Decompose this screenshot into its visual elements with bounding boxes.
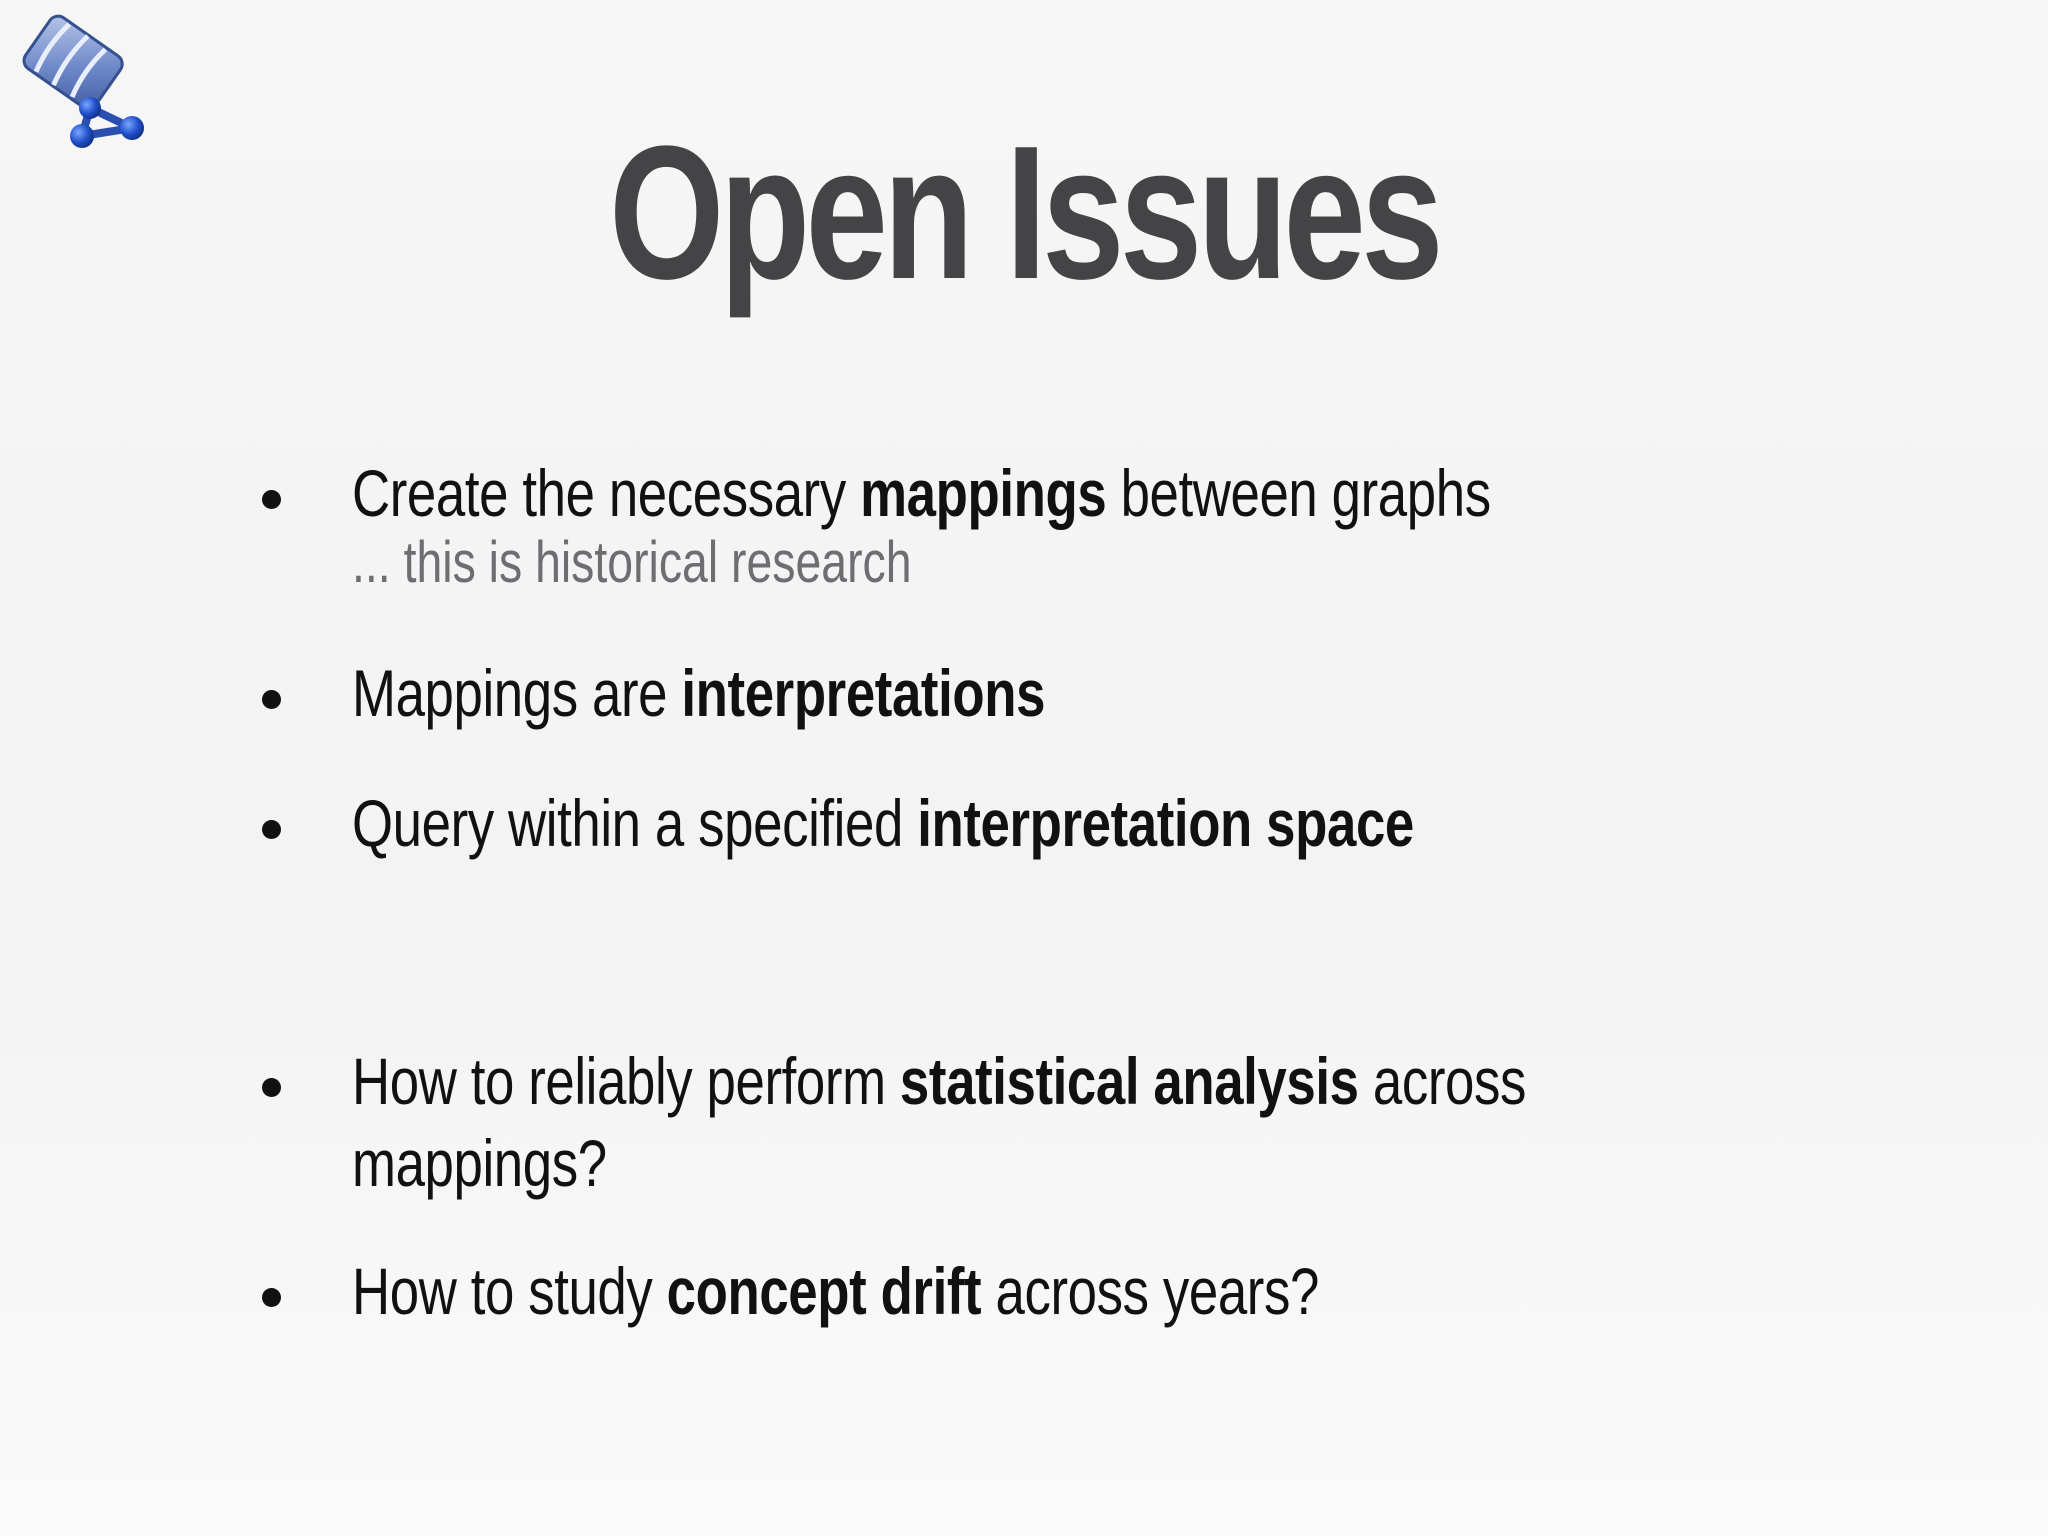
bullet-subnote: ... this is historical research [352, 530, 912, 595]
text-segment: Mappings are [352, 656, 682, 730]
text-segment-bold: interpretations [681, 656, 1046, 730]
text-segment-bold: concept drift [666, 1254, 982, 1328]
bullet-icon [262, 690, 281, 709]
bullet-text [352, 452, 1491, 534]
text-segment-bold: interpretation space [917, 786, 1414, 860]
bullet-text [352, 1040, 1526, 1122]
text-segment: How to reliably perform [352, 1044, 900, 1118]
text-segment: How to study [352, 1254, 667, 1328]
bullet-icon [262, 1288, 281, 1307]
text-segment: Create the necessary [352, 456, 861, 530]
text-segment: Query within a specified [352, 786, 918, 860]
text-segment-bold: statistical analysis [899, 1044, 1359, 1118]
text-segment: across [1358, 1044, 1526, 1118]
bullet-text [352, 782, 1472, 864]
text-segment: across years? [981, 1254, 1319, 1328]
text-segment: between graphs [1106, 456, 1491, 530]
bullet-icon [262, 1078, 281, 1097]
text-segment-bold: mappings [860, 456, 1107, 530]
bullet-text [352, 1250, 1472, 1332]
slide-title: Open Issues [609, 107, 1439, 319]
bullet-icon [262, 490, 281, 509]
bullet-icon [262, 820, 281, 839]
bullet-text [352, 652, 1472, 734]
bullet-text-continuation: mappings? [352, 1126, 607, 1200]
